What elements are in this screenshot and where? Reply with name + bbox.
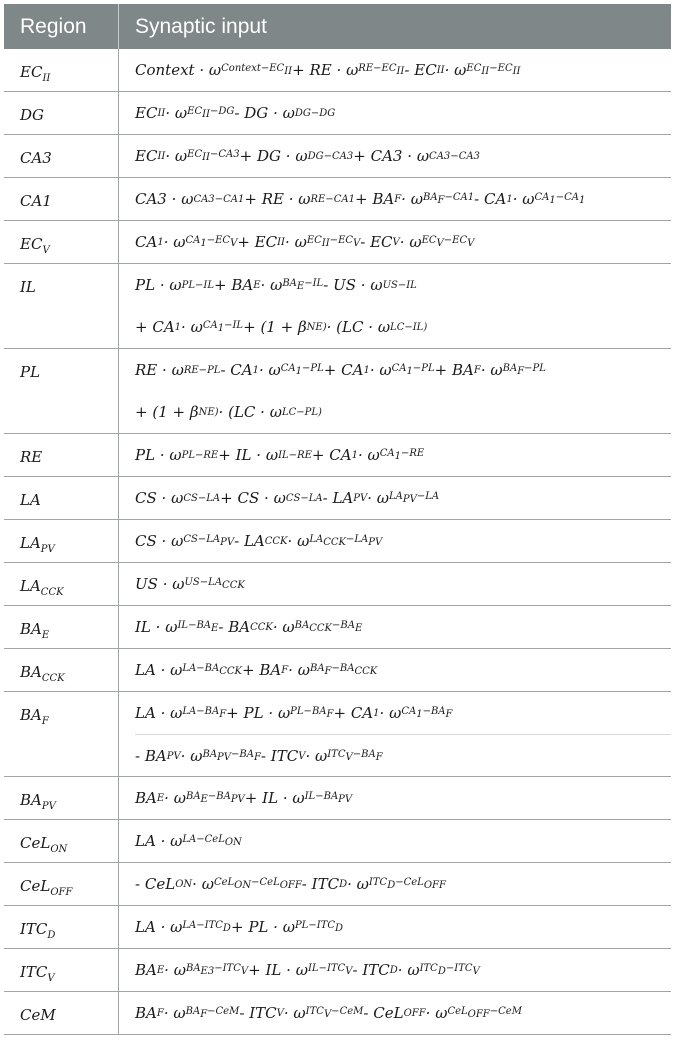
region-cell: $LA_{PV}$ [4, 520, 119, 562]
synaptic-input-cell [119, 434, 671, 476]
equation-line: CA3 · ω CA3−CA1 + RE · ω RE−CA1 + BA F · ω $BA_F-CA1$ - CA 1 · ω $CA_1-CA_1$ [135, 190, 586, 208]
synaptic-input-cell [119, 520, 671, 562]
region-cell: DG [4, 92, 119, 134]
table-body [4, 49, 671, 1035]
synaptic-input-cell [119, 863, 671, 905]
synaptic-input-cell [119, 649, 671, 691]
region-cell: $ITC_V$ [4, 949, 119, 991]
equation-line: PL · ω PL−RE + IL · ω IL−RE + CA 1 · ω $CA_1-RE$ [135, 446, 425, 464]
equation-line: RE · ω RE−PL - CA 1 · ω $CA_1-PL$ + CA 1 · ω $CA_1-PL$ + BA F · ω $BA_F-PL$ [135, 361, 546, 379]
synaptic-input-cell [119, 820, 671, 862]
equation-line: IL · ω $IL-BA_E$ - BA CCK · ω $BA_{CCK}-BA_E$ [135, 618, 363, 636]
table-header [4, 4, 671, 49]
synaptic-input-cell [119, 692, 671, 776]
equation-line: Context · ω $Context-EC_{II}$ + RE · ω $RE-EC_{II}$ - EC II · ω $EC_{II}-EC_{II}$ [135, 61, 521, 79]
equation-line: BA E · ω $BA_{E3}-ITC_V$ + IL · ω $IL-ITC_V$ - ITC D · ω $ITC_D-ITC_V$ [135, 961, 480, 979]
region-cell: $EC_V$ [4, 221, 119, 263]
table-row [4, 49, 671, 92]
synaptic-input-cell [119, 606, 671, 648]
synaptic-input-cell [119, 949, 671, 991]
equation-line: EC II · ω $EC_{II}-DG$ - DG · ω DG−DG [135, 104, 336, 122]
equation-line: - CeL ON · ω CeL$_{ON}$−CeL$_{OFF}$ - ITC D · ω $ITC_D-CeL_{OFF}$ [135, 875, 446, 893]
region-cell: $BA_{CCK}$ [4, 649, 119, 691]
synaptic-input-cell [119, 563, 671, 605]
synaptic-input-cell [119, 349, 671, 433]
table-row [4, 863, 671, 906]
synaptic-input-cell [119, 264, 671, 348]
table-row [4, 264, 671, 349]
synaptic-input-cell [119, 992, 671, 1034]
table-row [4, 777, 671, 820]
equation-line: LA · ω $LA-ITC_D$ + PL · ω $PL-ITC_D$ [135, 918, 344, 936]
region-cell: IL [4, 264, 119, 348]
region-cell: $EC_{II}$ [4, 49, 119, 91]
equation-line: CS · ω CS−LA + CS · ω CS−LA - LA PV · ω $LA_{PV}-LA$ [135, 489, 440, 507]
synaptic-input-cell [119, 135, 671, 177]
region-cell: CA3 [4, 135, 119, 177]
equation-line: BA F · ω $BA_F-CeM$ - ITC V · ω $ITC_V-CeM$ - CeL OFF · ω CeL$_{OFF}$−CeM [135, 1004, 522, 1022]
header-region: Region [4, 4, 119, 49]
table-row [4, 349, 671, 434]
table-row [4, 606, 671, 649]
synaptic-input-cell [119, 221, 671, 263]
equation-line: LA · ω $LA-BA_{CCK}$ + BA F · ω $BA_F-BA_{CCK}$ [135, 661, 378, 679]
synaptic-input-cell [119, 92, 671, 134]
region-cell: CA1 [4, 178, 119, 220]
table-row [4, 692, 671, 777]
table-row [4, 906, 671, 949]
table-row [4, 92, 671, 135]
equation-line: PL · ω PL−IL + BA E · ω $BA_E-IL$ - US · ω US−IL [135, 276, 417, 294]
region-cell: $BA_{PV}$ [4, 777, 119, 819]
synaptic-input-cell [119, 477, 671, 519]
equation-line: + CA 1 · ω $CA_1-IL$ + (1 + β NE) · (LC · ω LC−IL) [135, 318, 428, 336]
region-cell: RE [4, 434, 119, 476]
table-row [4, 434, 671, 477]
equation-line: LA · ω LA−CeL$_{ON}$ [135, 832, 242, 850]
equation-line: US · ω $US-LA_{CCK}$ [135, 575, 245, 593]
equation-line: BA E · ω $BA_E-BA_{PV}$ + IL · ω $IL-BA_{PV}$ [135, 789, 353, 807]
synaptic-input-cell [119, 906, 671, 948]
region-cell: $BA_E$ [4, 606, 119, 648]
table-row [4, 820, 671, 863]
region-cell: $LA_{CCK}$ [4, 563, 119, 605]
region-cell: CeL$_{OFF}$ [4, 863, 119, 905]
region-cell: PL [4, 349, 119, 433]
synaptic-input-cell [119, 777, 671, 819]
equation-line: CS · ω $CS-LA_{PV}$ - LA CCK · ω $LA_{CCK}-LA_{PV}$ [135, 532, 383, 550]
table-row [4, 992, 671, 1035]
synaptic-input-table [4, 4, 671, 1035]
table-row [4, 520, 671, 563]
table-row [4, 221, 671, 264]
equation-line: EC II · ω $EC_{II}-CA3$ + DG · ω DG−CA3 + CA3 · ω CA3−CA3 [135, 147, 480, 165]
equation-line: LA · ω $LA-BA_F$ + PL · ω $PL-BA_F$ + CA 1 · ω $CA_1-BA_F$ [135, 692, 671, 735]
table-row [4, 949, 671, 992]
equation-line: - BA PV · ω $BA_{PV}-BA_F$ - ITC V · ω $ITC_V-BA_F$ [135, 747, 383, 765]
region-cell: $ITC_D$ [4, 906, 119, 948]
synaptic-input-cell [119, 178, 671, 220]
table-row [4, 135, 671, 178]
table-row [4, 563, 671, 606]
equation-line: + (1 + β NE) · (LC · ω LC−PL) [135, 403, 322, 421]
header-synaptic-input: Synaptic input [135, 14, 267, 38]
region-cell: $BA_F$ [4, 692, 119, 776]
region-cell: CeL$_{ON}$ [4, 820, 119, 862]
table-row [4, 178, 671, 221]
region-cell: LA [4, 477, 119, 519]
table-row [4, 477, 671, 520]
table-row [4, 649, 671, 692]
region-cell: CeM [4, 992, 119, 1034]
equation-line: CA 1 · ω $CA_1-EC_V$ + EC II · ω $EC_{II}-EC_V$ - EC V · ω $EC_V-EC_V$ [135, 233, 475, 251]
synaptic-input-cell [119, 49, 671, 91]
